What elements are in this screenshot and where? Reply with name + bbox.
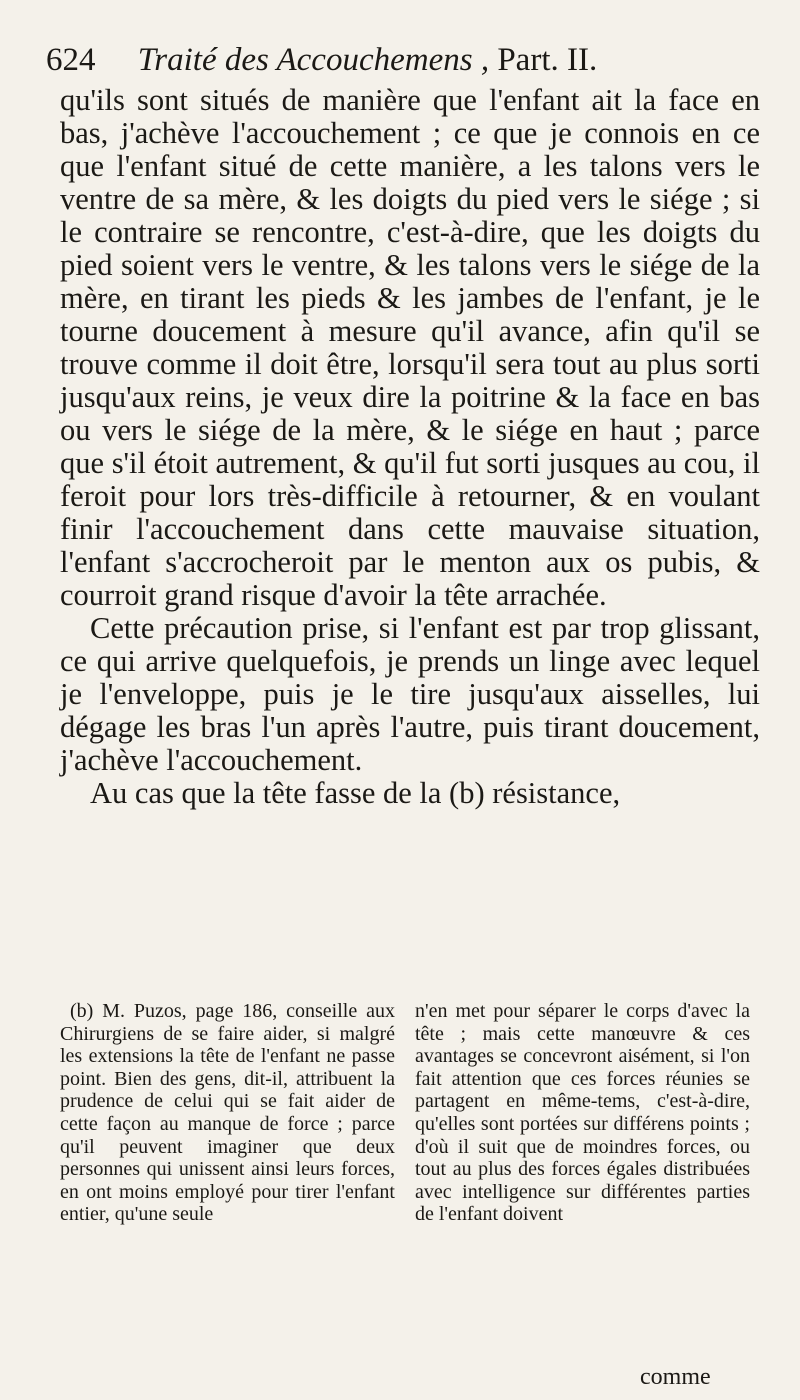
footnote-text: (b) M. Puzos, page 186, conseille aux Chirurgiens de se faire aider, si malgré les extensions la tête de l'enfant ne passe point. Bien des gens, dit-il, attribuent la prudence de celui qui se fait aider de cette façon au manque de force ; parce qu'il peuvent imaginer que deux personnes qui unissent ainsi leurs forces, en ont moins employé pour tirer l'enfant entier, qu'une seule (60, 1000, 395, 1226)
paragraph: qu'ils sont situés de manière que l'enfant ait la face en bas, j'achève l'accouchement ; ce que je connois en ce que l'enfant situé de cette manière, a les talons vers le ventre de sa mère, & les doigts du pied vers le siége ; si le contraire se rencontre, c'est-à-dire, que les doigts du pied soient vers le ventre, & les talons vers le siége de la mère, en tirant les pieds & les jambes de l'enfant, je le tourne doucement à mesure qu'il avance, afin qu'il se trouve comme il doit être, lorsqu'il sera tout au plus sorti jusqu'aux reins, je veux dire la poitrine & la face en bas ou vers le siége de la mère, & le siége en haut ; parce que s'il étoit autrement, & qu'il fut sorti jusques au cou, il feroit pour lors très-difficile à retourner, & en voulant finir l'accouchement dans cette mauvaise situation, l'enfant s'accrocheroit par le menton aux os pubis, & courroit grand risque d'avoir la tête arrachée. (60, 83, 760, 612)
catchword: comme (640, 1364, 711, 1390)
running-header (46, 40, 706, 80)
footnote-text: n'en met pour séparer le corps d'avec la tête ; mais cette manœuvre & ces avantages se concevront aisément, si l'on fait attention que ces forces réunies se partagent en même-tems, c'est-à-dire, qu'elles sont portées sur différens points ; d'où il suit que de moindres forces, ou tout au plus des forces égales distribuées avec intelligence sur différentes parties de l'enfant doivent (415, 1000, 750, 1226)
footnote-column-left (60, 1000, 395, 1226)
running-title: Traité des Accouchemens , (137, 42, 490, 78)
paragraph: Au cas que la tête fasse de la (b) résistance, (90, 776, 621, 810)
footnote-column-right (415, 1000, 750, 1226)
page-number: 624 (46, 42, 96, 78)
part-label: Part. II. (497, 42, 598, 78)
paragraph: Cette précaution prise, si l'enfant est par trop glissant, ce qui arrive quelquefois, je prends un linge avec lequel je l'enveloppe, puis je le tire jusqu'aux aisselles, lui dégage les bras l'un après l'autre, puis tirant doucement, j'achève l'accouchement. (60, 611, 760, 777)
main-text (60, 84, 760, 810)
